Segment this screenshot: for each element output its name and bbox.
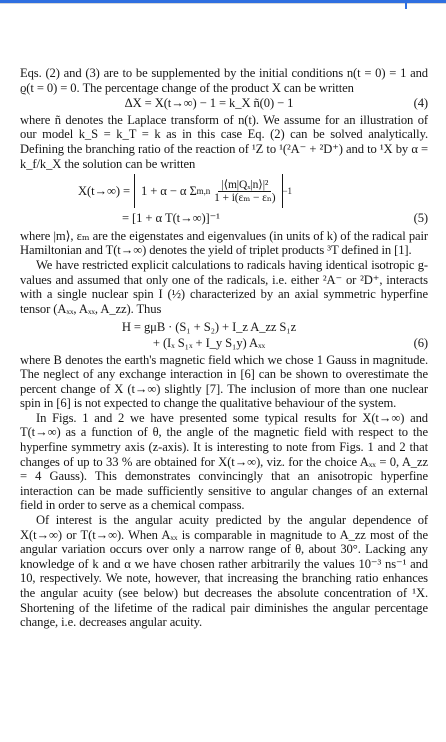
equation-5-power: −1 <box>282 185 292 196</box>
equation-5-line-1 <box>20 174 428 208</box>
equation-4-number: (4) <box>413 96 428 111</box>
paragraph-angular-acuity: Of interest is the angular acuity predicted by the angular dependence of X(t→∞) or T(t→∞). When Aₓₓ is comparable in magnitude to A_zz most of the angular variation occurs over only a narrow range of θ, about 30°. Lacking any knowledge of k and α we have chosen rather arbitrarily the values 10⁻³ ns⁻¹ and 10, respectively. We note, however, that increasing the branching ratio enhances the angular acuity (see below) but decreases the absolute concentration of ¹X. Shortening of the lifetime of the radical pair diminishes the angular percentage change, i.e. decreases angular acuity. <box>20 513 428 630</box>
equation-4-body: ΔX = X(t→∞) − 1 = k_X ñ(0) − 1 <box>124 96 294 111</box>
equation-5-number: (5) <box>413 211 428 226</box>
equation-5-sum-index: m,n <box>196 185 211 196</box>
paragraph-restricted-calculations: We have restricted explicit calculations to radicals having identical isotropic g-values and assumed that only one of the radicals, i.e. either ²A⁻ or ²D⁺, interacts with a single nuclear spin I (½) characterized by an axial symmetric hyperfine tensor (Aₓₓ, Aₓₓ, A_zz). Thus <box>20 257 428 316</box>
paragraph-laplace: where ñ denotes the Laplace transform of n(t). We assume for an illustration of our model k_S = k_T = k as in this case Eq. (2) can be solved analytically. Defining the branching ratio of the reaction of ¹Z to ¹(²A⁻ + ²D⁺) and to ¹X by α = k_f/k_X the solution can be written <box>20 112 428 171</box>
equation-6-line-1 <box>20 320 428 335</box>
equation-5-frac-num: |⟨m|Qₓ|n⟩|² <box>218 179 271 192</box>
top-marker <box>405 0 407 9</box>
paragraph-earth-field: where B denotes the earth's magnetic field which we chose 1 Gauss in magnitude. The neglect of any exchange interaction in [6] can be shown to overestimate the percent change of X (t→∞) slightly [7]. The inclusion of more than one nuclear spin in [6] is not expected to change the qualitative behaviour of the system. <box>20 352 428 411</box>
paragraph-eigenstates: where |m⟩, εₘ are the eigenstates and eigenvalues (in units of k) of the radical pair Hamiltonian and T(t→∞) denotes the yield of triplet products ³T defined in [1]. <box>20 228 428 258</box>
equation-5-line-2 <box>20 211 428 226</box>
equation-6-number: (6) <box>413 335 428 350</box>
top-gray-line <box>0 3 446 4</box>
paper-page <box>20 66 428 630</box>
equation-5-line-2-body: = [1 + α T(t→∞)]⁻¹ <box>122 211 220 226</box>
top-border <box>0 0 446 9</box>
equation-6-line-1-body: H = gμB · (S₁ + S₂) + I_z A_zz S₁z <box>121 320 297 335</box>
paragraph-initial-conditions: Eqs. (2) and (3) are to be supplemented by the initial conditions n(t = 0) = 1 and ϱ(t = 0) = 0. The percentage change of the product X can be written <box>20 66 428 95</box>
equation-6-line-2 <box>20 336 428 351</box>
equation-5-mid: 1 + α − α Σ <box>141 183 197 198</box>
equation-5-frac-den: 1 + i(εₘ − εₙ) <box>214 191 276 204</box>
paragraph-figures: In Figs. 1 and 2 we have presented some typical results for X(t→∞) and T(t→∞) as a function of θ, the angle of the magnetic field with respect to the hyperfine symmetry axis (z-axis). It is interesting to note from Figs. 1 and 2 that changes of up to 33 % are obtained for X(t→∞), viz. for the choice Aₓₓ = 0, A_zz = 4 Gauss). This demonstrates convincingly that an anisotropic hyperfine interaction can be made sufficiently sensitive to angular changes of an external field in order to serve as a chemical compass. <box>20 410 428 513</box>
equation-5-lhs: X(t→∞) = <box>77 183 130 198</box>
equation-5-fraction <box>214 179 275 204</box>
equation-5-bracket <box>134 174 283 208</box>
equation-4 <box>20 96 428 111</box>
equation-6-line-2-body: + (Iₓ S₁ₓ + I_y S₁y) Aₓₓ <box>152 335 266 350</box>
